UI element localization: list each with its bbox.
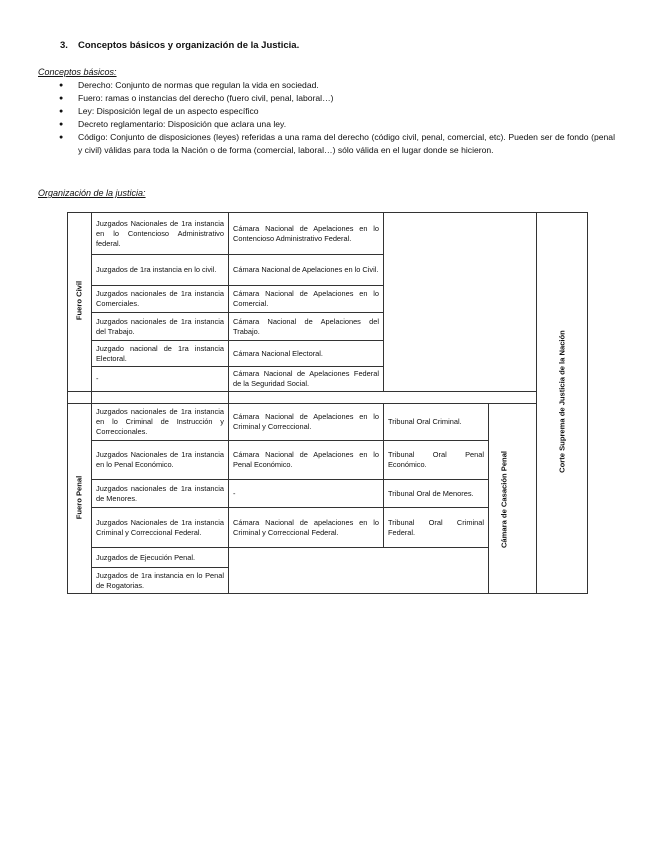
concepts-list xyxy=(60,79,615,157)
concept-item: ● Ley: Disposición legal de un aspecto específico xyxy=(60,105,615,118)
civil-camara-cell: Cámara Nacional de Apelaciones en lo Contencioso Administrativo Federal. xyxy=(233,223,379,243)
concept-item: ● Fuero: ramas o instancias del derecho (fuero civil, penal, laboral…) xyxy=(60,92,615,105)
civil-camara-cell: Cámara Nacional de Apelaciones del Trabajo. xyxy=(233,316,379,336)
civil-juzgado-cell: Juzgados de 1ra instancia en lo civil. xyxy=(96,265,217,274)
penal-camara-cell: - xyxy=(233,488,236,498)
penal-juzgado-cell: Juzgados de 1ra instancia en lo Penal de Rogatorias. xyxy=(96,570,224,590)
fuero-penal-label: Fuero Penal xyxy=(74,475,84,520)
civil-juzgado-cell: Juzgado nacional de 1ra instancia Electoral. xyxy=(96,343,224,363)
civil-camara-cell: Cámara Nacional de Apelaciones en lo Comercial. xyxy=(233,289,379,308)
penal-juzgado-cell: Juzgados Nacionales de 1ra instancia Criminal y Correccional Federal. xyxy=(96,517,224,537)
concept-item: ● Decreto reglamentario: Disposición que aclara una ley. xyxy=(60,118,615,131)
civil-juzgado-cell: Juzgados nacionales de 1ra instancia Comerciales. xyxy=(96,289,224,308)
civil-juzgado-cell: - xyxy=(96,374,99,383)
camara-casacion-label: Cámara de Casación Penal xyxy=(499,450,509,549)
penal-camara-cell: Cámara Nacional de apelaciones en lo Criminal y Correccional Federal. xyxy=(233,517,379,537)
concept-item: ● Código: Conjunto de disposiciones (leyes) referidas a una rama del derecho (código civil, penal, comercial, etc). Pueden ser de fondo (penal y civil) válidas para toda la Nación o de forma (comercial, laboral…) sólo válida en el lugar donde se hicieron. xyxy=(60,131,615,157)
penal-juzgado-cell: Juzgados de Ejecución Penal. xyxy=(96,552,196,562)
civil-camara-cell: Cámara Nacional de Apelaciones Federal de la Seguridad Social. xyxy=(233,369,379,388)
penal-juzgado-cell: Juzgados nacionales de 1ra instancia en lo Criminal de Instrucción y Correccionales. xyxy=(96,407,224,436)
penal-tribunal-cell: Tribunal Oral de Menores. xyxy=(388,488,474,498)
civil-camara-cell: Cámara Nacional de Apelaciones en lo Civil. xyxy=(233,265,379,274)
penal-tribunal-cell: Tribunal Oral Criminal Federal. xyxy=(388,517,484,537)
civil-juzgado-cell: Juzgados nacionales de 1ra instancia del Trabajo. xyxy=(96,316,224,336)
section-heading xyxy=(60,40,299,51)
concept-item: ● Derecho: Conjunto de normas que regulan la vida en sociedad. xyxy=(60,79,615,92)
civil-camara-cell: Cámara Nacional Electoral. xyxy=(233,348,323,358)
penal-juzgado-cell: Juzgados Nacionales de 1ra instancia en lo Penal Económico. xyxy=(96,450,224,469)
section-title: Conceptos básicos y organización de la Justicia. xyxy=(78,40,300,51)
penal-camara-cell: Cámara Nacional de Apelaciones en lo Criminal y Correccional. xyxy=(233,412,379,431)
penal-camara-cell: Cámara Nacional de Apelaciones en lo Penal Económico. xyxy=(233,450,379,469)
penal-tribunal-cell: Tribunal Oral Criminal. xyxy=(388,417,462,426)
penal-tribunal-cell: Tribunal Oral Penal Económico. xyxy=(388,450,484,469)
penal-juzgado-cell: Juzgados nacionales de 1ra instancia de Menores. xyxy=(96,483,224,503)
corte-suprema-label: Corte Suprema de Justicia de la Nación xyxy=(557,330,567,473)
section-number: 3. xyxy=(60,40,68,51)
fuero-civil-label: Fuero Civil xyxy=(74,280,84,321)
justice-organization-table xyxy=(67,212,588,594)
concepts-title: Conceptos básicos: xyxy=(38,67,117,77)
civil-juzgado-cell: Juzgados Nacionales de 1ra instancia en lo Contencioso Administrativo federal. xyxy=(96,218,224,248)
organization-title: Organización de la justicia: xyxy=(38,188,146,198)
